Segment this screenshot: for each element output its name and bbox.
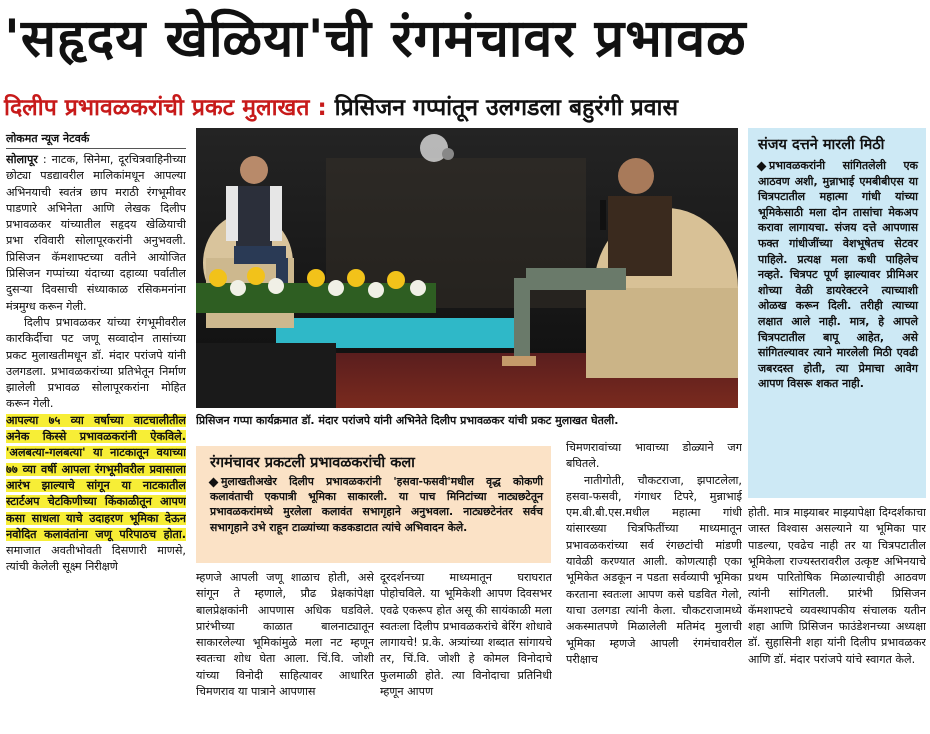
interview-photo-illustration — [196, 128, 738, 408]
column-3 — [380, 570, 552, 734]
subheadline — [4, 92, 926, 124]
sidebar-title: संजय दत्तने मारली मिठी — [758, 137, 885, 153]
column-1 — [6, 152, 186, 734]
col4-paragraph-2: नातीगोती, चौकटराजा, झपाटलेला, हसवा-फसवी, गंगाधर टिपरे, मुन्नाभाई एम.बी.बी.एस.मधील महात्मा गांधी यांसारख्या चित्रफितींच्या माध्यमातून प्रभावळकरांच्या सर्व रंगछटांची मांडणी यावेळी करण्यात आली. कोणत्याही एका भूमिकेत अडकून न पडता सर्वव्यापी भूमिका करताना स्वतःला आपण कसे घडवित गेलो, याचा उलगडा त्यांनी केला. चौकटराजामध्ये अकस्मातपणे मिळालेली मतिमंद मुलाची भूमिका म्हणजे आपली रंगमंचावरील परीक्षाच — [566, 473, 742, 666]
column-2 — [196, 570, 374, 734]
byline: लोकमत न्यूज नेटवर्क — [6, 132, 90, 145]
col1-paragraph-1 — [6, 152, 186, 315]
sidebar-text-block — [758, 158, 918, 392]
subhead-red: दिलीप प्रभावळकरांची प्रकट मुलाखत : — [4, 95, 327, 121]
kala-box-title: रंगमंचावर प्रकटली प्रभावळकरांची कला — [210, 455, 415, 471]
photo-caption: प्रिसिजन गप्पा कार्यक्रमात डॉ. मंदार परांजपे यांनी अभिनेते दिलीप प्रभावळकर यांची प्रकट मुलाखत घेतली. — [196, 414, 619, 427]
dateline: सोलापूर — [6, 153, 38, 166]
interview-photo — [196, 128, 738, 408]
col1-tail: समाजात अवतीभोवती दिसणारी माणसे, त्यांची केलेली सूक्ष्म निरीक्षणे — [6, 544, 186, 574]
byline-rule — [6, 148, 186, 149]
column-4 — [566, 440, 742, 734]
kala-box-text: मुलाखतीअखेर दिलीप प्रभावळकरांनी 'हसवा-फसवी'मधील वृद्ध कोकणी कलावंताची एकपात्री भूमिका साकारली. या पाच मिनिटांच्या नाट्यछटेतून प्रभावळकरांमध्ये मुरलेला कलावंत सभागृहाने अनुभवला. नाट्यछटेनंतर सर्वच सभागृहाने उभे राहून टाळ्यांच्या कडकडाटात त्यांचे अभिवादन केले. — [210, 475, 543, 534]
sidebar-text: प्रभावळकरांनी सांगितलेली एक आठवण अशी, मुन्नाभाई एमबीबीएस या चित्रपटातील महात्मा गांधी यांच्या भूमिकेसाठी मला दोन तासांचा मेकअप करावा लागायचा. संजय दत्ते आपणास फक्त गांधीजींच्या वेशभूषेतच सेटवर पाहिले. प्रत्यक्ष मला कधी पाहिलेच नव्हते. चित्रपट पूर्ण झाल्यावर प्रीमिअर शोच्या वेळी डायरेक्टरने त्याच्याशी ओळख करून दिली. तरीही त्याच्या लक्षात आले नाही. मात्र, हे आपले चित्रपटातील बापू आहेत, असे सांगितल्यावर त्याने मारलेली मिठी एवढी जबरदस्त होती, त्या प्रेमाचा आवेग आपण विसरू शकत नाही. — [758, 159, 918, 391]
sidebar-box — [748, 128, 926, 498]
highlighted-passage: आपल्या ७५ व्या वर्षाच्या वाटचालीतील अनेक किस्से प्रभावळकरांनी ऐकविले. 'अलबत्या-गलबत्या' या नाटकातून वयाच्या ७७ व्या वर्षी आपला रंगभूमीवरील प्रवासाला आरंभ झाल्याचे सांगून या नाटकातील स्टार्टअप चेटकिणीच्या किंकाळीतून आपण कसा साधला याचे उदाहरण भूमिका देऊन नवोदित कलावंतांना जणू परिपाठच होता. — [6, 413, 186, 541]
col2-text: म्हणजे आपली जणू शाळाच होती, असे सांगून ते म्हणाले, प्रौढ प्रेक्षकांपेक्षा बालप्रेक्षकांनी आपणास अधिक घडविले. प्रारंभीच्या काळात बालनाट्यातून साकारलेल्या भूमिकांमुळे मला नट म्हणून स्वतःचा शोध घेता आला. चिं.वि. जोशी यांच्या विनोदी साहित्यावर आधारित चिमणराव या पात्राने आपणास — [196, 571, 374, 699]
column-5 — [748, 505, 926, 734]
bullet-icon — [757, 161, 767, 171]
kala-box-text-block — [210, 474, 543, 535]
col1-paragraph-2: दिलीप प्रभावळकर यांच्या रंगभूमीवरील कारकिर्दीचा पट जणू सव्वादोन तासांच्या प्रकट मुलाखतीमधून डॉ. मंदार परांजपे यांनी उलगडला. प्रभावळकरांच्या प्रतिभेतून निर्माण झालेली प्रभावळ सोलापूरकरांना मोहित करून गेली. — [6, 315, 186, 411]
col4-paragraph-1: चिमणरावांच्या भावाच्या डोळ्याने जग बघितले. — [566, 441, 742, 471]
col3-text: दूरदर्शनच्या माध्यमातून घराघरात पोहोचविले. या भूमिकेशी आपण दिवसभर एवढे एकरूप होत असू की सायंकाळी मला स्वतःला दिलीप प्रभावळकरांचे बेरिंग शोधावे लागायचे! प्र.के. अत्र्यांच्या शब्दात सांगायचे तर, चिं.वि. जोशी हे कोमल विनोदाचे फुलमाळी होते. त्या विनोदाचा प्रतिनिधी म्हणून आपण — [380, 571, 552, 699]
col1-paragraph-3 — [6, 413, 186, 576]
headline: 'सहृदय खेळिया'ची रंगमंचावर प्रभावळ — [4, 9, 747, 69]
col1-p1-text: : नाटक, सिनेमा, दूरचित्रवाहिनीच्या छोट्या पडद्यावरील मालिकांमधून आपल्या अभिनयाची स्वतंत्र छाप मराठी रंगभूमीवर पाडणारे अभिनेता आणि लेखक दिलीप प्रभावळकर यांच्यातील सहृदय खेळियाची प्रभा रविवारी सोलापूरकरांनी अनुभवली. प्रिसिजन कॅमशाफ्टच्या वतीने आयोजित प्रिसिजन गप्पांच्या यंदाच्या दहाव्या पर्वातील दुसऱ्या दिवसाची संध्याकाळ रसिकमनांना मंत्रमुग्ध करून गेली. — [6, 153, 186, 313]
bullet-icon — [209, 477, 219, 487]
kala-box — [196, 446, 551, 563]
col5-text: होती. मात्र माझ्याबर माझ्यापेक्षा दिग्दर्शकाचा जास्त विश्वास असल्याने या भूमिका पार पाडल्या, एवढेच नाही तर या चित्रपटातील भूमिकेला राज्यस्तरावरील उत्कृष्ट अभिनयाचे प्रथम पारितोषिक मिळाल्याचीही आठवण त्यांनी सांगितली. प्रारंभी प्रिसिजन कॅमशाफ्टचे व्यवस्थापकीय संचालक यतीन शहा आणि प्रिसिजन फाउंडेशनच्या अध्यक्षा डॉ. सुहासिनी शहा यांनी दिलीप प्रभावळकर आणि डॉ. मंदार परांजपे यांचे स्वागत केले. — [748, 506, 926, 666]
subhead-dark: प्रिसिजन गप्पांतून उलगडला बहुरंगी प्रवास — [326, 95, 679, 121]
